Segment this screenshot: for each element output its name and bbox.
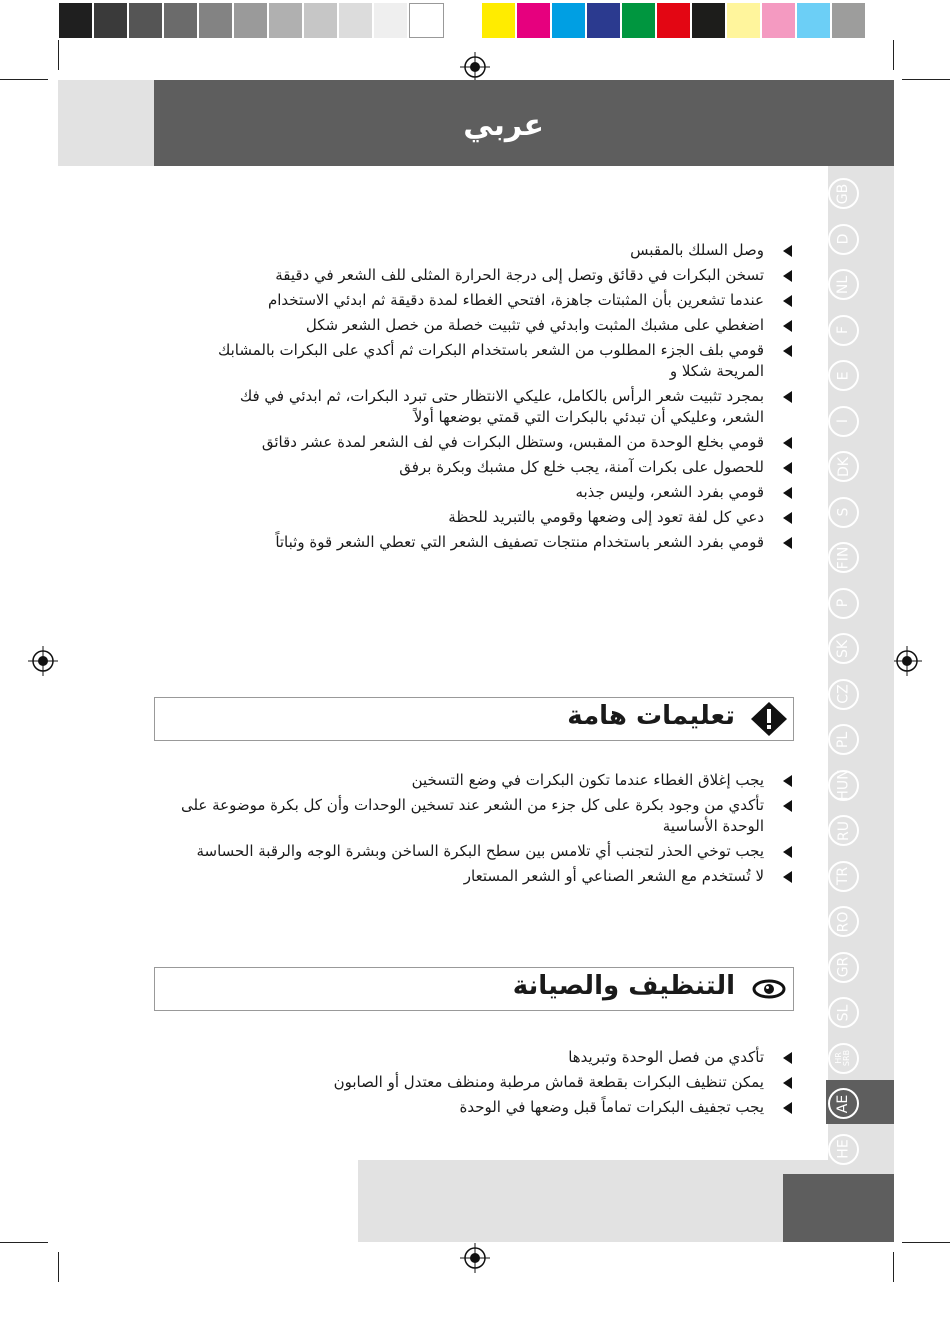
language-tab-label: E <box>835 371 852 380</box>
important-list-item: يجب توخي الحذر لتجنب أي تلامس بين سطح البكرة الساخن وبشرة الوجه والرقبة الحساسة <box>174 841 794 862</box>
important-instructions-list <box>174 770 794 891</box>
usage-list-item: بمجرد تثبيت شعر الرأس بالكامل، عليكي الانتظار حتى تبرد البكرات، ثم ابدئي في فك الشعر، وعليكي أن تبدئي بالبكرات التي قمتي بوضعها أولاً <box>194 386 794 428</box>
language-tab-label: HUN <box>835 769 852 801</box>
color-swatch <box>517 3 552 38</box>
language-tab-fin[interactable] <box>828 542 859 573</box>
language-tab-ae[interactable] <box>828 1088 859 1119</box>
important-list-item: يجب إغلاق الغطاء عندما تكون البكرات في وضع التسخين <box>174 770 794 791</box>
color-swatch <box>797 3 832 38</box>
gray-swatch <box>164 3 199 38</box>
language-tab-d[interactable] <box>828 224 859 255</box>
crop-mark <box>0 1242 48 1243</box>
language-tab-i[interactable] <box>828 406 859 437</box>
usage-list-item: للحصول على بكرات آمنة، يجب خلع كل مشبك وبكرة برفق <box>194 457 794 478</box>
language-tab-hun[interactable] <box>828 770 859 801</box>
language-tab-label: NL <box>835 275 852 294</box>
language-tab-label: AE <box>835 1094 852 1113</box>
color-swatch <box>657 3 692 38</box>
usage-list-item: قومي بفرد الشعر باستخدام منتجات تصفيف الشعر التي تعطي الشعر قوة وثباتاً <box>194 532 794 553</box>
crop-mark <box>902 1242 950 1243</box>
usage-list-item: دعي كل لفة تعود إلى وضعها وقومي بالتبريد للحظة <box>194 507 794 528</box>
usage-list-item: قومي بخلع الوحدة من المقبس، وستظل البكرات في لف الشعر لمدة عشر دقائق <box>194 432 794 453</box>
language-tab-label: RU <box>835 820 852 841</box>
language-tab-label: CZ <box>835 684 852 704</box>
important-list-item: تأكدي من وجود بكرة على كل جزء من الشعر عند تسخين الوحدات وأن كل بكرة موضوعة على الوحدة الأساسية <box>174 795 794 837</box>
language-tab-e[interactable] <box>828 360 859 391</box>
language-tab-label: SK <box>835 639 852 658</box>
language-tab-hr-srb[interactable] <box>828 1043 859 1074</box>
usage-list-item: اضغطي على مشبك المثبت وابدئي في تثبيت خصلة من خصل الشعر شكل <box>194 315 794 336</box>
crop-mark <box>893 40 894 70</box>
language-tab-label: GR <box>835 956 852 978</box>
language-tab-label: PL <box>835 731 852 748</box>
gray-swatch <box>339 3 374 38</box>
color-swatch <box>832 3 867 38</box>
language-tab-he[interactable] <box>828 1134 859 1165</box>
language-tab-s[interactable] <box>828 497 859 528</box>
language-tab-label: P <box>835 598 852 608</box>
page-title: عربي <box>463 108 544 143</box>
color-swatch <box>587 3 622 38</box>
registration-mark-icon <box>28 646 58 676</box>
crop-mark <box>893 1252 894 1282</box>
usage-list-item: قومي بفرد الشعر، وليس جذبه <box>194 482 794 503</box>
color-calibration-bar <box>482 3 867 38</box>
gray-swatch <box>234 3 269 38</box>
cleaning-section-header <box>154 967 794 1011</box>
usage-list-item: تسخن البكرات في دقائق وتصل إلى درجة الحرارة المثلى للف الشعر في دقيقة <box>194 265 794 286</box>
gray-swatch <box>129 3 164 38</box>
color-swatch <box>552 3 587 38</box>
color-swatch <box>622 3 657 38</box>
language-tab-pl[interactable] <box>828 724 859 755</box>
cleaning-list-item: يمكن تنظيف البكرات بقطعة قماش مرطبة ومنظف معتدل أو الصابون <box>194 1072 794 1093</box>
language-tab-ro[interactable] <box>828 906 859 937</box>
page-bottom-area <box>58 1160 358 1242</box>
cleaning-list-item: يجب تجفيف البكرات تماماً قبل وضعها في الوحدة <box>194 1097 794 1118</box>
usage-instructions-list <box>194 240 794 557</box>
registration-mark-icon <box>460 1243 490 1273</box>
crop-mark <box>902 79 950 80</box>
language-tab-gr[interactable] <box>828 952 859 983</box>
crop-mark <box>58 40 59 70</box>
color-swatch <box>692 3 727 38</box>
language-tab-label: S <box>835 507 852 517</box>
gray-swatch <box>374 3 409 38</box>
registration-mark-icon <box>892 646 922 676</box>
important-section-header <box>154 697 794 741</box>
usage-list-item: عندما تشعرين بأن المثبتات جاهزة، افتحي الغطاء لمدة دقيقة ثم ابدئي الاستخدام <box>194 290 794 311</box>
language-tab-label: TR <box>835 866 852 886</box>
color-swatch <box>482 3 517 38</box>
important-section-title: تعليمات هامة <box>567 701 735 731</box>
crop-mark <box>0 79 48 80</box>
language-tab-label: HE <box>835 1139 852 1159</box>
gray-swatch <box>59 3 94 38</box>
language-tab-label: HR SRB <box>834 1049 852 1067</box>
registration-mark-icon <box>460 52 490 82</box>
gray-calibration-bar <box>59 3 444 38</box>
language-tab-label: D <box>835 233 852 245</box>
gray-swatch <box>94 3 129 38</box>
language-tab-label: I <box>835 418 852 424</box>
language-tab-label: F <box>835 325 852 335</box>
crop-mark <box>58 1252 59 1282</box>
language-tab-f[interactable] <box>828 315 859 346</box>
gray-swatch <box>199 3 234 38</box>
language-tab-p[interactable] <box>828 588 859 619</box>
gray-swatch <box>269 3 304 38</box>
eye-icon <box>749 970 789 1008</box>
language-tab-label: FIN <box>835 546 852 569</box>
language-tab-label: GB <box>835 183 852 204</box>
cleaning-section-title: التنظيف والصيانة <box>512 971 735 1001</box>
language-tab-sk[interactable] <box>828 633 859 664</box>
page-corner-block <box>783 1174 894 1242</box>
language-tab-label: DK <box>835 456 852 477</box>
language-tab-gb[interactable] <box>828 178 859 209</box>
gray-swatch <box>409 3 444 38</box>
usage-list-item: وصل السلك بالمقبس <box>194 240 794 261</box>
language-tab-label: SL <box>835 1004 852 1021</box>
language-tab-tr[interactable] <box>828 861 859 892</box>
language-tab-label: RO <box>835 911 852 932</box>
warning-icon <box>749 700 789 738</box>
language-tab-dk[interactable] <box>828 451 859 482</box>
color-swatch <box>762 3 797 38</box>
cleaning-list-item: تأكدي من فصل الوحدة وتبريدها <box>194 1047 794 1068</box>
color-swatch <box>727 3 762 38</box>
language-tab-sl[interactable] <box>828 997 859 1028</box>
gray-swatch <box>304 3 339 38</box>
important-list-item: لا تُستخدم مع الشعر الصناعي أو الشعر المستعار <box>174 866 794 887</box>
usage-list-item: قومي بلف الجزء المطلوب من الشعر باستخدام البكرات ثم أكدي على البكرات بالمشابك المريحة شكلا و <box>194 340 794 382</box>
language-tab-ru[interactable] <box>828 815 859 846</box>
language-tab-nl[interactable] <box>828 269 859 300</box>
cleaning-instructions-list <box>194 1047 794 1122</box>
language-tab-cz[interactable] <box>828 679 859 710</box>
